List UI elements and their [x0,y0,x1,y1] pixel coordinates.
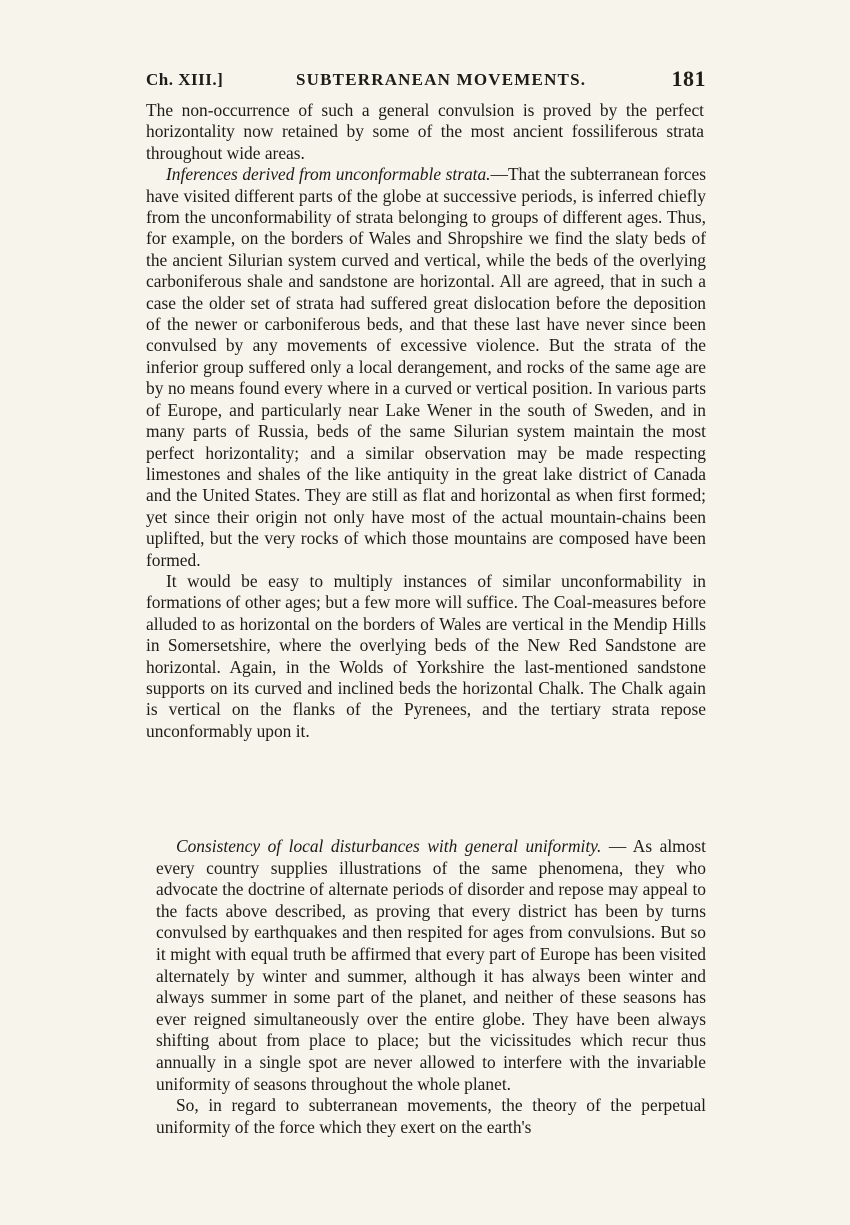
chapter-label: Ch. XIII.] [146,70,224,89]
running-header [146,66,706,94]
paragraph-4 [156,836,706,1095]
body-text-lower [156,836,706,1138]
paragraph-3 [146,571,706,742]
paragraph-1 [146,100,704,164]
paragraph-5-text: So, in regard to subterranean movements, the theory of the perpetual uniformity of the force which they exert on the earth's [156,1095,706,1137]
body-text-upper [146,100,706,742]
paragraph-2-text: —That the subterranean forces have visited different parts of the globe at successive periods, is inferred chiefly from the unconformability of strata belonging to groups of different ages. Thus, for example, on the borders of Wales and Shropshire we find the slaty beds of the ancient Silurian system curved and vertical, while the beds of the overlying carboniferous shale and sandstone are horizontal. All are agreed, that in such a case the older set of strata had suffered great dislocation before the deposition of the newer or carboniferous beds, and that these last have never since been convulsed by any movements of excessive violence. But the strata of the inferior group suffered only a local derangement, and rocks of the same age are by no means found every where in a curved or vertical position. In various parts of Europe, and particularly near Lake Wener in the south of Sweden, and in many parts of Russia, beds of the same Silurian system maintain the most perfect horizontality; and a similar observation may be made respecting limestones and shales of the like antiquity in the great lake district of Canada and the United States. They are still as flat and horizontal as when first formed; yet since their origin not only have most of the actual mountain-chains been uplifted, but the very rocks of which those mountains are composed have been formed. [146,164,706,570]
paragraph-3-text: It would be easy to multiply instances of similar unconformability in formations of other ages; but a few more will suffice. The Coal-measures before alluded to as horizontal on the borders of Wales are vertical in the Mendip Hills in Somersetshire, where the overlying beds of the New Red Sandstone are horizontal. Again, in the Wolds of Yorkshire the last-mentioned sandstone supports on its curved and inclined beds the horizontal Chalk. The Chalk again is vertical on the flanks of the Pyrenees, and the tertiary strata repose unconformably upon it. [146,570,706,741]
page-number: 181 [671,66,706,91]
section-heading-unconformable: Inferences derived from unconformable strata. [166,164,491,185]
section-heading-consistency: Consistency of local disturbances with general uniformity. [176,836,602,856]
paragraph-1-text: The non-occurrence of such a general convulsion is proved by the perfect horizontality now retained by some of the most ancient fossiliferous strata throughout wide areas. [146,100,704,163]
paragraph-5 [156,1095,706,1138]
paragraph-2 [146,164,706,571]
running-title: SUBTERRANEAN MOVEMENTS. [296,70,587,89]
paragraph-4-text: — As almost every country supplies illustrations of the same phenomena, they who advocate the doctrine of alternate periods of disorder and repose may appeal to the facts above described, as proving that every district has been by turns convulsed by earthquakes and then respited for ages from convulsions. But so it might with equal truth be affirmed that every part of Europe has been visited alternately by winter and summer, although it has always been winter and always summer in some part of the planet, and neither of these seasons has ever reigned simultaneously over the entire globe. They have been always shifting about from place to place; but the vicissitudes which recur thus annually in a single spot are never allowed to interfere with the invariable uniformity of seasons throughout the whole planet. [156,836,706,1094]
